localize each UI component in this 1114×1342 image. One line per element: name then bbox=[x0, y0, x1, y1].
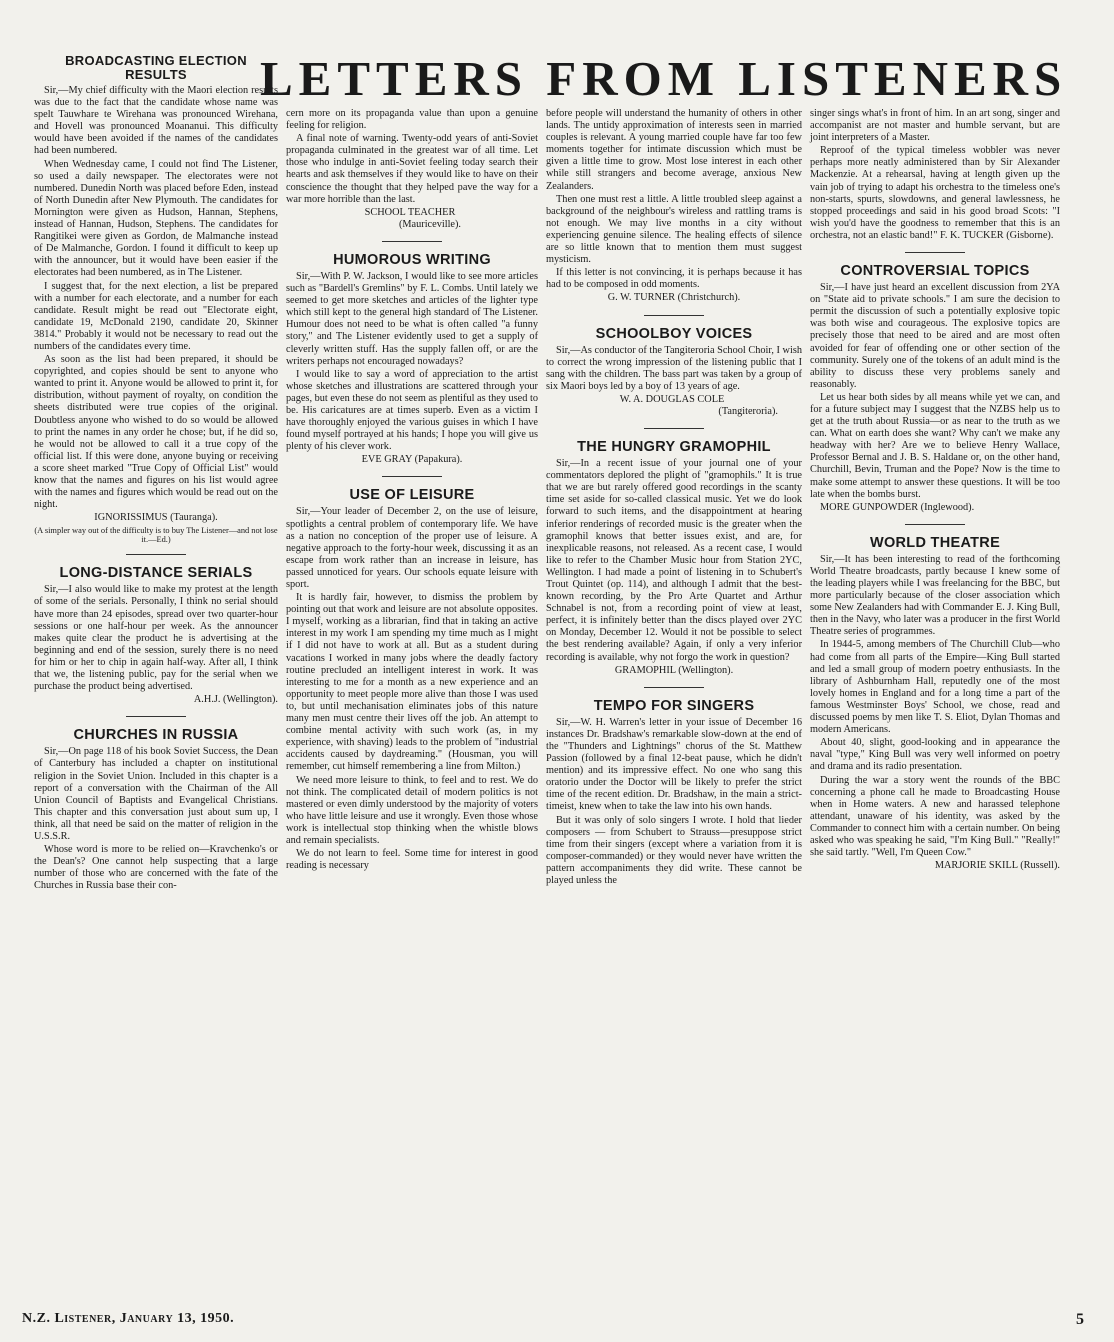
editor-note: (A simpler way out of the difficulty is to buy The Listener—and not lose it.—Ed.) bbox=[34, 526, 278, 545]
heading-controversial: CONTROVERSIAL TOPICS bbox=[840, 263, 1030, 280]
masthead: LETTERS FROM LISTENERS bbox=[260, 51, 1068, 106]
signature-place: (Mauriceville). bbox=[398, 218, 462, 230]
paragraph: Sir,—I also would like to make my protest at the length of some of the serials. Personally, I think no serial should have more than 24 episodes, spread over two quarter-hour sessions or one half-hour per week. As the announcer makes quite clear the product he is advertising at the beginning and end of the session, surely there is no need for him or her to chip in again half-way. After all, I think that we, the listening public, pay for the serial when we purchase the product being advertised. bbox=[34, 584, 278, 693]
divider bbox=[126, 554, 186, 555]
heading-leisure: USE OF LEISURE bbox=[349, 487, 475, 504]
divider bbox=[644, 315, 704, 316]
divider bbox=[644, 428, 704, 429]
heading-broadcasting-line2: RESULTS bbox=[125, 67, 187, 82]
letter-hungry-gramophil bbox=[546, 439, 802, 677]
paragraph: About 40, slight, good-looking and in appearance the naval "type," King Bull was very well informed on poetry and drama and its radio presentation. bbox=[810, 737, 1060, 773]
paragraph: During the war a story went the rounds of the BBC concerning a phone call he made to Broadcasting House when in Home waters. A new and harassed telephone attendant, unaware of his identity, was asked by the Commander to connect him with a certain number. On being asked who was speaking he said, "I'm King Bull." "Really!" she said tartly. "Well, I'm Queen Cow." bbox=[810, 774, 1060, 859]
signature: G. W. TURNER (Christchurch). bbox=[607, 292, 741, 304]
paragraph: We need more leisure to think, to feel and to rest. We do not think. The complicated detail of modern politics is not mastered or even dimly understood by the majority of voters who have little leisure and use it wrongly. Even those whose work is intellectual stop thinking when the whistle blows and remain specialists. bbox=[286, 774, 538, 846]
paragraph: Sir,—W. H. Warren's letter in your issue of December 16 instances Dr. Bradshaw's remarkable slow-down at the end of the "Thunders and Lightnings" chorus of the St. Matthew Passion (followed by a final 12-beat pause, which he didn't mention) and its impressive effect. No one who sang this oratorio under the Doctor will be likely to prefer the strict time of the recent edition. Dr. Bradshaw, in the main a strict-timeist, knew when to take the law into his own hands. bbox=[546, 716, 802, 813]
paragraph: singer sings what's in front of him. In an art song, singer and accompanist are not master and humble servant, but are joint interpreters of a Master. bbox=[810, 108, 1060, 144]
signature: SCHOOL TEACHER bbox=[364, 206, 456, 218]
paragraph: Then one must rest a little. A little troubled sleep against a background of the neighbour's wireless and rattling trams is not enough. We may live months in a city without experiencing genuine silence. The healing effects of silence are so little known that to mention them must suggest mysticism. bbox=[546, 193, 802, 266]
paragraph: If this letter is not convincing, it is perhaps because it has had to be composed in odd moments. bbox=[546, 267, 802, 291]
signature: EVE GRAY (Papakura). bbox=[361, 454, 463, 466]
heading-tempo: TEMPO FOR SINGERS bbox=[593, 697, 755, 714]
signature: A.H.J. (Wellington). bbox=[193, 694, 278, 706]
letter-world-theatre bbox=[810, 535, 1060, 872]
paragraph: I suggest that, for the next election, a list be prepared with a number for each electorate, and a number for each candidate. Result might be read out "Electorate eight, candidate 19, McDonald 2190, candidate 20, Skinner 3814." Probably it would not be necessary to read out the numbers of the candidates every time. bbox=[34, 280, 278, 352]
heading-churches: CHURCHES IN RUSSIA bbox=[73, 727, 239, 744]
heading-gramophil: THE HUNGRY GRAMOPHIL bbox=[577, 439, 771, 456]
letter-churches-in-russia bbox=[34, 727, 278, 892]
signature: IGNORISSIMUS (Tauranga). bbox=[94, 512, 218, 524]
page-columns bbox=[20, 51, 1100, 1334]
letter-broadcasting-election bbox=[34, 54, 278, 544]
heading-schoolboy: SCHOOLBOY VOICES bbox=[595, 325, 753, 342]
paragraph: I would like to say a word of appreciation to the artist whose sketches and illustrations are scattered through your pages, but even these do not seem as plentiful as they used to be. His caricatures are at times superb. Even as a victim I have thoroughly enjoyed the various guises in which I have found myself portrayed at his hands; I hope you will give us plenty of his clever work. bbox=[286, 368, 538, 453]
paragraph: Reproof of the typical timeless wobbler was never perhaps more neatly administered than by Sir Alexander Mackenzie. At a rehearsal, having at length given up the vain job of trying to adapt his orchestra to the timeless one's non-starts, spurts, slowdowns, and general lawlessness, he stopped proceedings and said in his good broad Scots: "I wish you'd have the goodness to remember that this is an orchestra, not an elastic band!" F. K. TUCKER (Gisborne). bbox=[810, 145, 1060, 241]
letter-schoolboy-voices bbox=[546, 326, 802, 419]
letter-controversial-topics bbox=[810, 263, 1060, 514]
paragraph: Whose word is more to be relied on—Kravchenko's or the Dean's? One cannot help suspecting that a large number of those who are concerned with the fate of the Churches in Russia base their con- bbox=[34, 844, 278, 892]
heading-humorous: HUMOROUS WRITING bbox=[333, 251, 491, 268]
publication-footer: N.Z. Listener, January 13, 1950. bbox=[22, 1311, 235, 1326]
heading-theatre: WORLD THEATRE bbox=[869, 534, 1001, 551]
signature: MORE GUNPOWDER (Inglewood). bbox=[820, 501, 975, 513]
signature: GRAMOPHIL (Wellington). bbox=[614, 664, 734, 676]
letter-humorous-writing bbox=[286, 252, 538, 467]
paragraph: Sir,—I have just heard an excellent discussion from 2YA on "State aid to private schools." I am sure the decision to permit the discussion of such a potentially explosive topic was both wise and courageous. The explosive topics are precisely those that need to be aired and are most often avoided for fear of offending one or other section of the community. Surely one of the tokens of an adult mind is the ability to discuss these very problems sanely and reasonably. bbox=[810, 282, 1060, 390]
heading-serials: LONG-DISTANCE SERIALS bbox=[59, 565, 253, 582]
column-4 bbox=[810, 108, 1060, 872]
divider bbox=[905, 524, 965, 525]
letter-long-distance-serials bbox=[34, 565, 278, 706]
signature: MARJORIE SKILL (Russell). bbox=[934, 860, 1060, 872]
column-1 bbox=[34, 54, 278, 893]
paragraph: It is hardly fair, however, to dismiss the problem by pointing out that work and leisure are not absolute opposites. I myself, working as a librarian, find that in taking an active interest in my work I am spending my time much as I might if I did not have to work at all. But as a student during vacations I worked in many jobs where the deadly factory routine precluded an intelligent interest in work. It was interesting to me for a month as a new experience and an opportunity to meet people more alive than those I was used to, but until mechanisation eliminates jobs of this nature many men must centre their lives off the job. An attempt to combine mental activity with such work (as, in my experience, with shaving) leads to the problem of "industrial accidents caused by daydreaming." (Housman, you will remember, cut himself remembering a line from Milton.) bbox=[286, 592, 538, 773]
paragraph: Sir,—Your leader of December 2, on the use of leisure, spotlights a central problem of contemporary life. We have as a nation no conception of the proper use of leisure. A negative approach to the forty-hour week, discussing it as an escape from work rather than an increase in leisure, has passed unnoticed for years. Our schools equate leisure with sport. bbox=[286, 506, 538, 590]
paragraph: When Wednesday came, I could not find The Listener, so used a daily newspaper. The electorates were not numbered. Dunedin North was placed before Eden, instead of North Dunedin after New Plymouth. The candidates for Mornington were given as Hudson, Hannan, Stephens, instead of Hannan, Hudson, Stephens. The candidates for Rangitikei were given as Gordon, de Malmanche instead of De Malmanche, Gordon. I found it difficult to keep up with the announcer, but it would have been easier if the electorates had been numbered, as in The Listener. bbox=[34, 158, 278, 279]
page-number: 5 bbox=[1076, 1311, 1084, 1328]
signature-place: (Tangiteroria). bbox=[718, 405, 778, 417]
column-3 bbox=[546, 108, 802, 888]
heading-broadcasting: BROADCASTING ELECTION bbox=[65, 53, 247, 68]
paragraph: Let us hear both sides by all means while yet we can, and for a future subject may I suggest that the NZBS help us to get at the truth about Russia—or as near to the truth as we can. What on earth does she want? Why can't we make any headway with her? Are we to believe Henry Wallace, Professor Bernal and J. B. S. Haldane or, on the other hand, Churchill, Bevin, Truman and the Pope? Now is the time to make some attempt to answer these questions. It will be too late when the bombs burst. bbox=[810, 391, 1060, 500]
paragraph: We do not learn to feel. Some time for interest in good reading is necessary bbox=[286, 848, 538, 872]
divider bbox=[905, 252, 965, 253]
paragraph: Sir,—In a recent issue of your journal one of your commentators deplored the plight of "gramophils." It is true that we are but rarely offered good recordings in the scanty time set aside for so-called classical music. Yet we do look forward to such items, and the disappointment at hearing inferior renderings of recorded music is the greater when the gramophil knows that better issues exist, and are, for inexplicable reasons, not released. As a recent case, I would like to refer to the Chamber Music hour from Station 2YC, Wellington. I had made a point of listening in to Schubert's Trout Quintet (op. 114), and although I admit that the best-known recording, by the Pro Arte Quartet and Arthur Schnabel is not, from a recording point of view at least, perfect, it is infinitely better than the discs played over 2YC on Monday, December 12. Would it not be possible to select the best rendering available? Again, if only a very inferior recording is available, why not forgo the work in question? bbox=[546, 458, 802, 663]
divider bbox=[382, 476, 442, 477]
column-2 bbox=[286, 108, 538, 873]
paragraph: before people will understand the humanity of others in other lands. The untidy approximation of interests seen in married couples is relevant. A young married couple have far too few moments together for intimate discussion which must be given a little time to grow. Most lose interest in each other while still strangers and become average, anxious New Zealanders. bbox=[546, 108, 802, 192]
paragraph: As soon as the list had been prepared, it should be copyrighted, and copies should be sent to anyone who wanted to print it. Anyone would be allowed to print it, for distribution, without payment of royalty, on condition the sheets distributed were true copies of the original. Doubtless anyone who wished to do so would be allowed to print the names in any order he chose; but, if he did so, he would not be allowed to call it a true copy of the official list. If this were done, anyone buying or receiving a score sheet marked "True Copy of Official List" would know that the names and figures on his list would agree with the names and figures which would be read out on the night. bbox=[34, 354, 278, 511]
signature: W. A. DOUGLAS COLE bbox=[619, 393, 725, 405]
paragraph: Sir,—With P. W. Jackson, I would like to see more articles such as "Bardell's Gremlins" by F. L. Combs. Until lately we seemed to get more sketches and articles of the lighter type which still kept to the general high standard of The Listener. Humour does not need to be what is often called "a funny story," and The Listener evidently used to get a supply of cleverly written stuff. Has the supply fallen off, or are the writers perhaps not encouraged nowadays? bbox=[286, 270, 538, 367]
paragraph: In 1944-5, among members of The Churchill Club—who had come from all parts of the Empire—King Bull started and led a small group of modern poetry enthusiasts. In the library of Ashburnham Hall, reputedly one of the most lovely homes in England and for a long time a part of the famous Westminster Boys' School, we chose, read and discussed poems by men like T. S. Eliot, Dylan Thomas and modern Americans. bbox=[810, 639, 1060, 736]
paragraph: A final note of warning. Twenty-odd years of anti-Soviet propaganda culminated in the greatest war of all time. Let those who indulge in anti-Soviet feeling today search their hearts and ask themselves if they would like to have on their conscience the thought that they helped pave the way for a war more horrible than the last. bbox=[286, 133, 538, 205]
paragraph: Sir,—My chief difficulty with the Maori election results was due to the fact that the candidate whose name was spelt Tauwhare te Wirehana was pronounced Wirehana, and Hovell was pronounced Moananui. This difficulty would have been avoided if the names of the candidates had been numbered. bbox=[34, 85, 278, 157]
divider bbox=[382, 241, 442, 242]
paragraph: But it was only of solo singers I wrote. I hold that lieder composers — from Schubert to Strauss—presuppose strict time from their singers (except where a variation from it is composer-commanded) or they would never have written the pattern accompaniments they did write. These cannot be played unless the bbox=[546, 814, 802, 886]
divider bbox=[644, 687, 704, 688]
letter-tempo-for-singers bbox=[546, 698, 802, 887]
letter-use-of-leisure bbox=[286, 487, 538, 872]
paragraph: Sir,—On page 118 of his book Soviet Success, the Dean of Canterbury has included a chapter on institutional religion in the Soviet Union. Included in this chapter is a report of a conversation with the Chairman of the All Union Council of Baptists and Evangelical Christians. This chapter and this conversation just about sum up, I think, all that need be said on the matter of religion in the U.S.S.R. bbox=[34, 746, 278, 842]
paragraph: Sir,—As conductor of the Tangiteroria School Choir, I wish to correct the wrong impression of the listening public that I sang with the children. The bass part was taken by a group of six Maori boys led by a boy of 13 years of age. bbox=[546, 344, 802, 392]
paragraph: Sir,—It has been interesting to read of the forthcoming World Theatre broadcasts, partly because I knew some of the leading players while I was freelancing for the BBC, but more particularly because of the closer association which some New Zealanders had with Commander E. J. King Bull, then in the Navy, who later was a producer in the first World Theatre series of programmes. bbox=[810, 553, 1060, 638]
paragraph: cern more on its propaganda value than upon a genuine feeling for religion. bbox=[286, 108, 538, 132]
divider bbox=[126, 716, 186, 717]
